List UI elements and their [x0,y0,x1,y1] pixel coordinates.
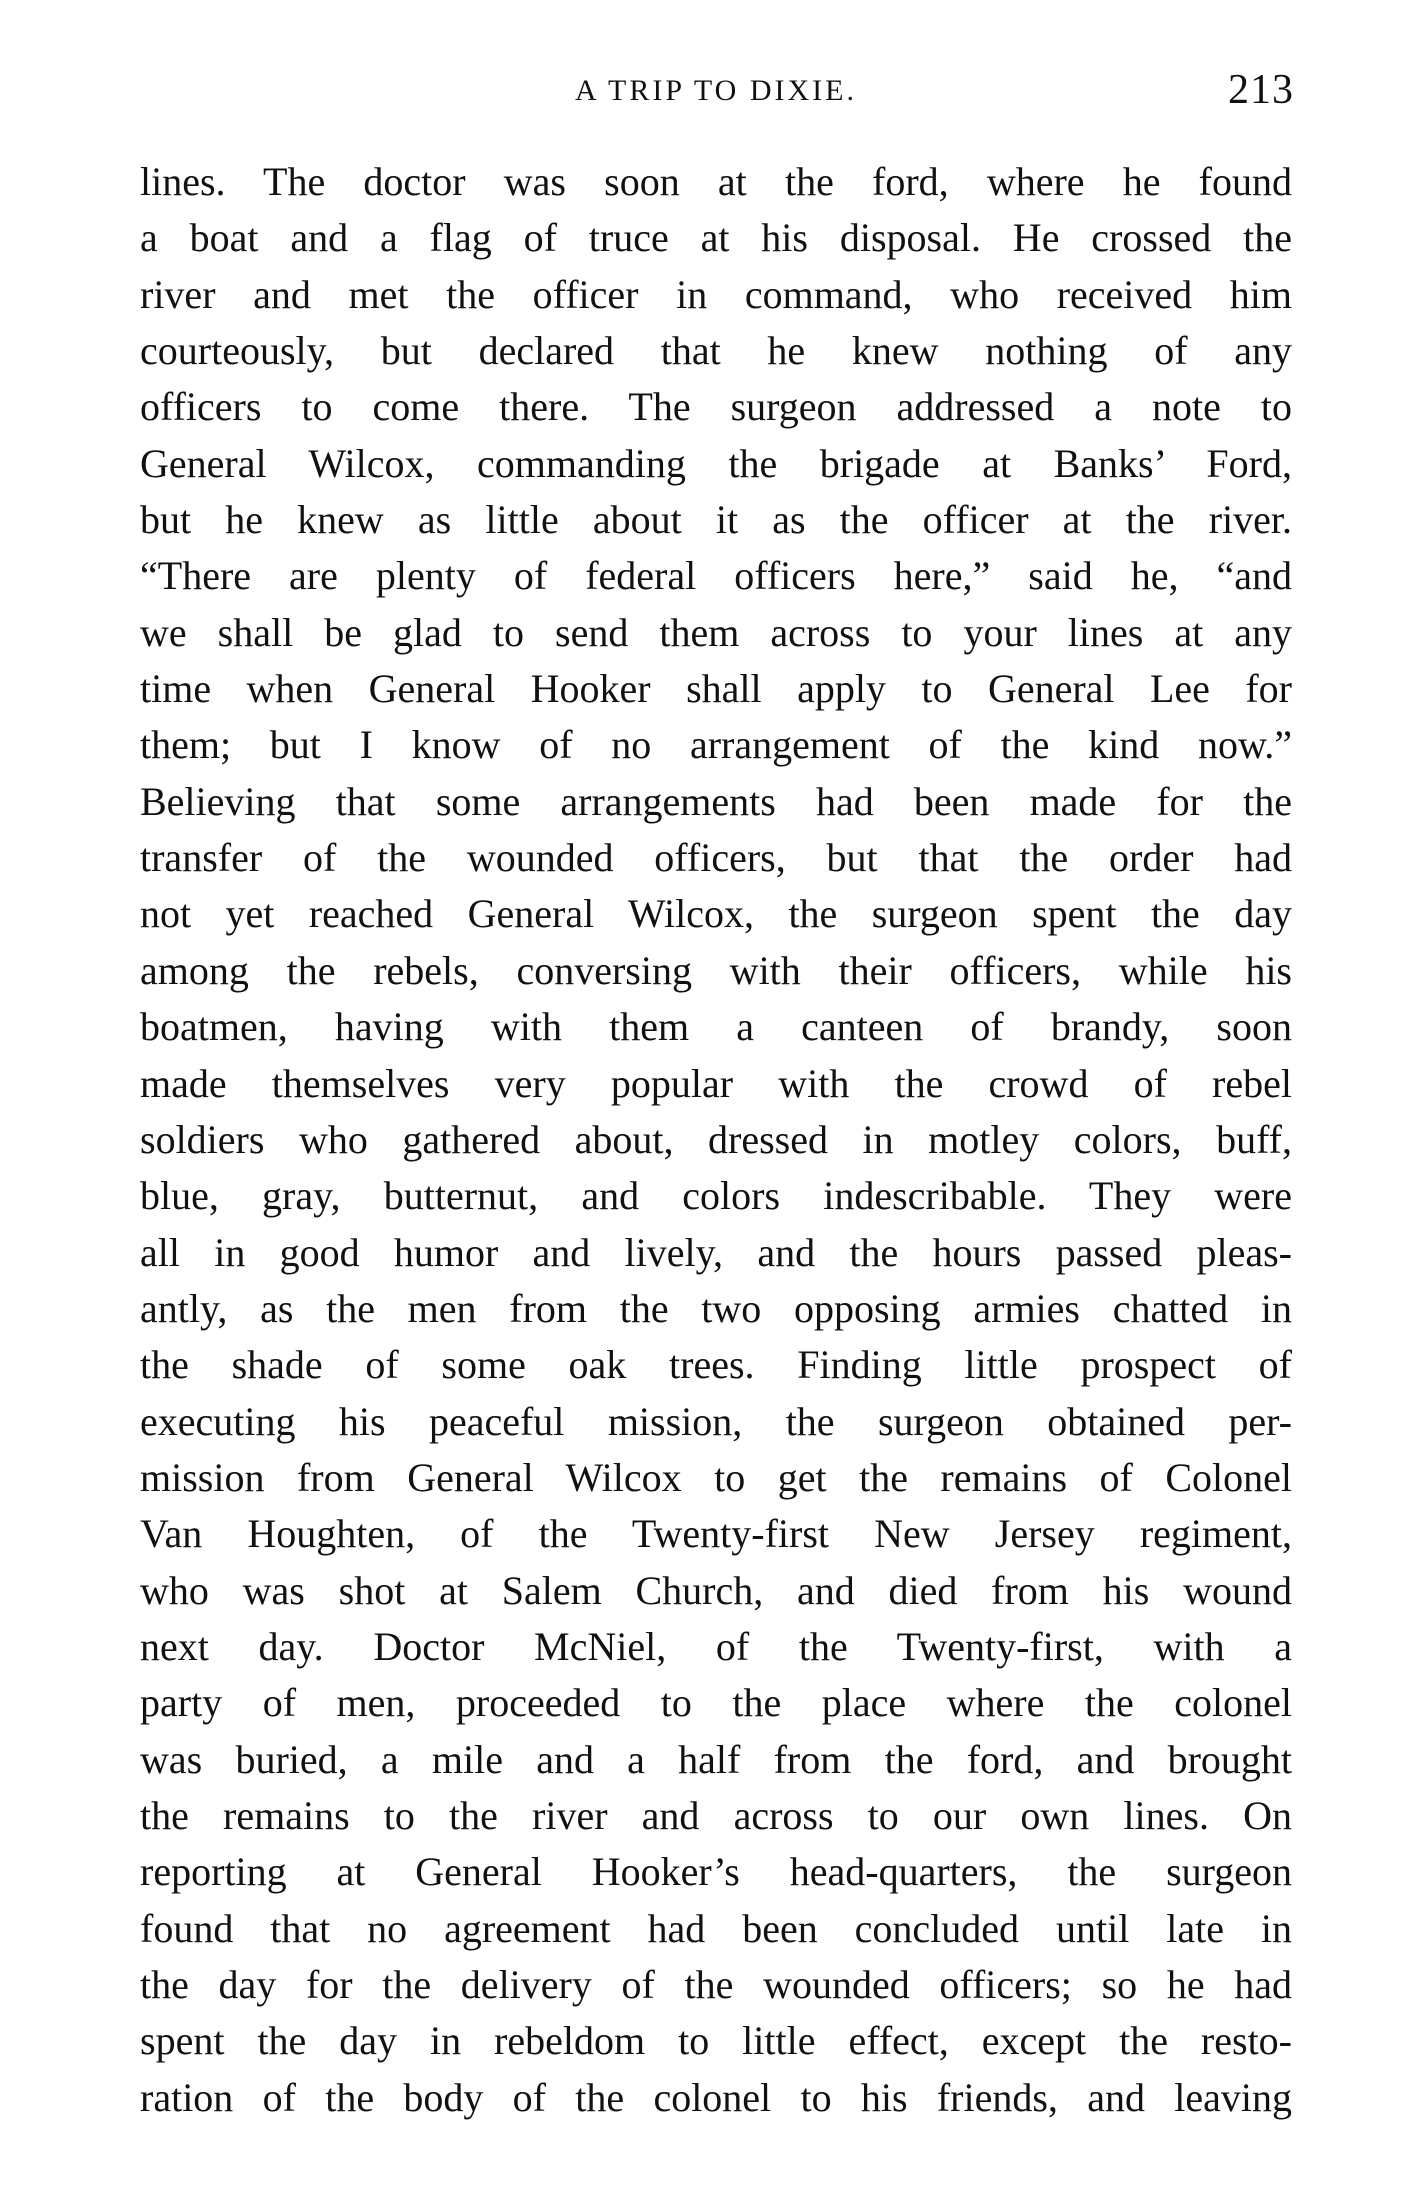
text-line: boatmen, having with them a canteen of brandy, soon [140,1004,1292,1050]
text-line: among the rebels, conversing with their officers, while his [140,947,1292,993]
text-line: who was shot at Salem Church, and died from his wound [140,1567,1292,1613]
text-line: antly, as the men from the two opposing armies chatted in [140,1285,1292,1331]
text-line: all in good humor and lively, and the hours passed pleas- [140,1229,1292,1275]
text-line: executing his peaceful mission, the surgeon obtained per- [140,1398,1292,1444]
text-line: blue, gray, butternut, and colors indescribable. They were [140,1173,1292,1219]
text-line: “There are plenty of federal officers here,” said he, “and [140,553,1292,599]
text-line: found that no agreement had been concluded until late in [140,1905,1292,1951]
text-line: the remains to the river and across to our own lines. On [140,1792,1292,1838]
text-line: not yet reached General Wilcox, the surgeon spent the day [140,891,1292,937]
running-head [138,66,1294,126]
running-title: A TRIP TO DIXIE. [575,74,857,107]
text-line: spent the day in rebeldom to little effect, except the resto- [140,2018,1292,2064]
text-line: the shade of some oak trees. Finding little prospect of [140,1342,1292,1388]
text-line: a boat and a flag of truce at his disposal. He crossed the [140,215,1292,261]
text-line: river and met the officer in command, who received him [140,271,1292,317]
text-line: ration of the body of the colonel to his friends, and leaving [140,2074,1292,2120]
text-line: soldiers who gathered about, dressed in motley colors, buff, [140,1116,1292,1162]
text-line: next day. Doctor McNiel, of the Twenty-first, with a [140,1623,1292,1669]
text-line: was buried, a mile and a half from the ford, and brought [140,1736,1292,1782]
text-line: the day for the delivery of the wounded officers; so he had [140,1962,1292,2007]
text-line: officers to come there. The surgeon addressed a note to [140,384,1292,430]
text-line: courteously, but declared that he knew nothing of any [140,328,1292,374]
text-line: lines. The doctor was soon at the ford, where he found [140,159,1292,204]
text-line: time when General Hooker shall apply to General Lee for [140,666,1292,712]
text-line: but he knew as little about it as the officer at the river. [140,497,1292,543]
text-line: reporting at General Hooker’s head-quarters, the surgeon [140,1849,1292,1895]
text-line: mission from General Wilcox to get the remains of Colonel [140,1454,1292,1500]
text-line: General Wilcox, commanding the brigade at Banks’ Ford, [140,440,1292,486]
text-line: made themselves very popular with the crowd of rebel [140,1060,1292,1106]
page-number: 213 [1228,67,1294,113]
text-line: party of men, proceeded to the place where the colonel [140,1680,1292,1726]
text-line: we shall be glad to send them across to your lines at any [140,609,1292,655]
text-line: Van Houghten, of the Twenty-first New Jersey regiment, [140,1511,1292,1557]
text-line: transfer of the wounded officers, but that the order had [140,835,1292,881]
text-line: them; but I know of no arrangement of the kind now.” [140,722,1292,768]
text-line: Believing that some arrangements had been made for the [140,778,1292,824]
body-text [140,154,1292,2126]
